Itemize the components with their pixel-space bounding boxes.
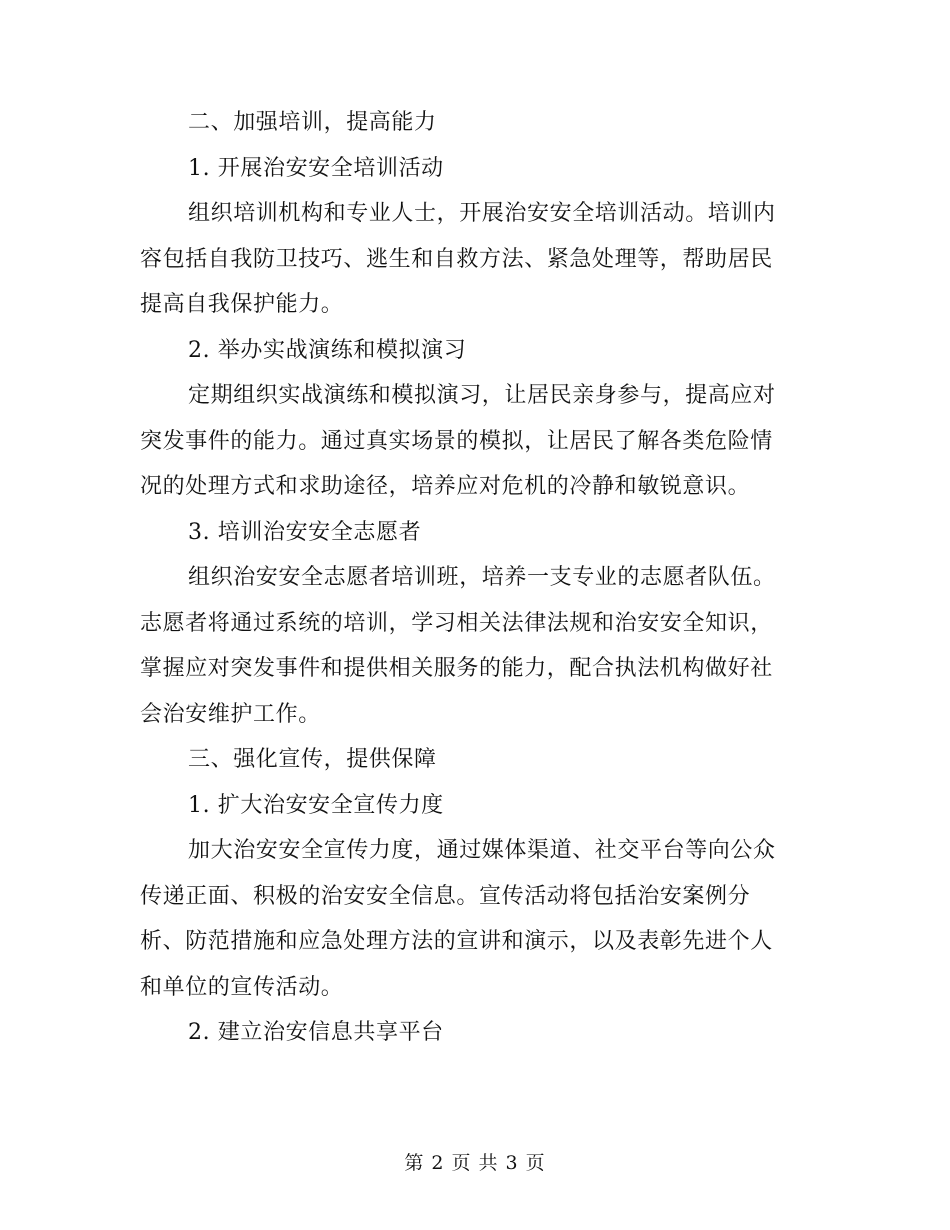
subsection-heading: 2. 建立治安信息共享平台 — [188, 1020, 444, 1045]
paragraph-line: 容包括自我防卫技巧、逃生和自救方法、紧急处理等，帮助居民 — [140, 246, 773, 272]
paragraph-line: 定期组织实战演练和模拟演习，让居民亲身参与，提高应对 — [188, 383, 776, 408]
page-number-footer: 第 2 页 共 3 页 — [404, 1152, 546, 1174]
paragraph-line: 和单位的宣传活动。 — [140, 974, 344, 1000]
paragraph-line: 会治安维护工作。 — [140, 701, 321, 727]
document-body — [140, 100, 810, 1056]
paragraph-line: 析、防范措施和应急处理方法的宣讲和演示，以及表彰先进个人 — [140, 929, 773, 954]
section-heading: 二、加强培训，提高能力 — [188, 110, 437, 135]
paragraph-line: 传递正面、积极的治安安全信息。宣传活动将包括治安案例分 — [140, 883, 751, 909]
paragraph-line: 提高自我保护能力。 — [140, 292, 344, 317]
subsection-heading: 2. 举办实战演练和模拟演习 — [188, 337, 467, 363]
subsection-heading: 1. 扩大治安安全宣传力度 — [188, 792, 444, 818]
paragraph-line: 组织治安安全志愿者培训班，培养一支专业的志愿者队伍。 — [188, 565, 776, 590]
paragraph-line: 突发事件的能力。通过真实场景的模拟，让居民了解各类危险情 — [140, 428, 773, 454]
paragraph-line: 掌握应对突发事件和提供相关服务的能力，配合执法机构做好社 — [140, 656, 773, 681]
paragraph-line: 组织培训机构和专业人士，开展治安安全培训活动。培训内 — [188, 201, 776, 226]
subsection-heading: 1. 开展治安安全培训活动 — [188, 155, 444, 181]
paragraph-line: 况的处理方式和求助途径，培养应对危机的冷静和敏锐意识。 — [140, 474, 751, 499]
section-heading: 三、强化宣传，提供保障 — [188, 747, 437, 772]
paragraph-line: 加大治安安全宣传力度，通过媒体渠道、社交平台等向公众 — [188, 838, 776, 863]
subsection-heading: 3. 培训治安安全志愿者 — [188, 519, 422, 545]
paragraph-line: 志愿者将通过系统的培训，学习相关法律法规和治安安全知识， — [140, 610, 773, 636]
